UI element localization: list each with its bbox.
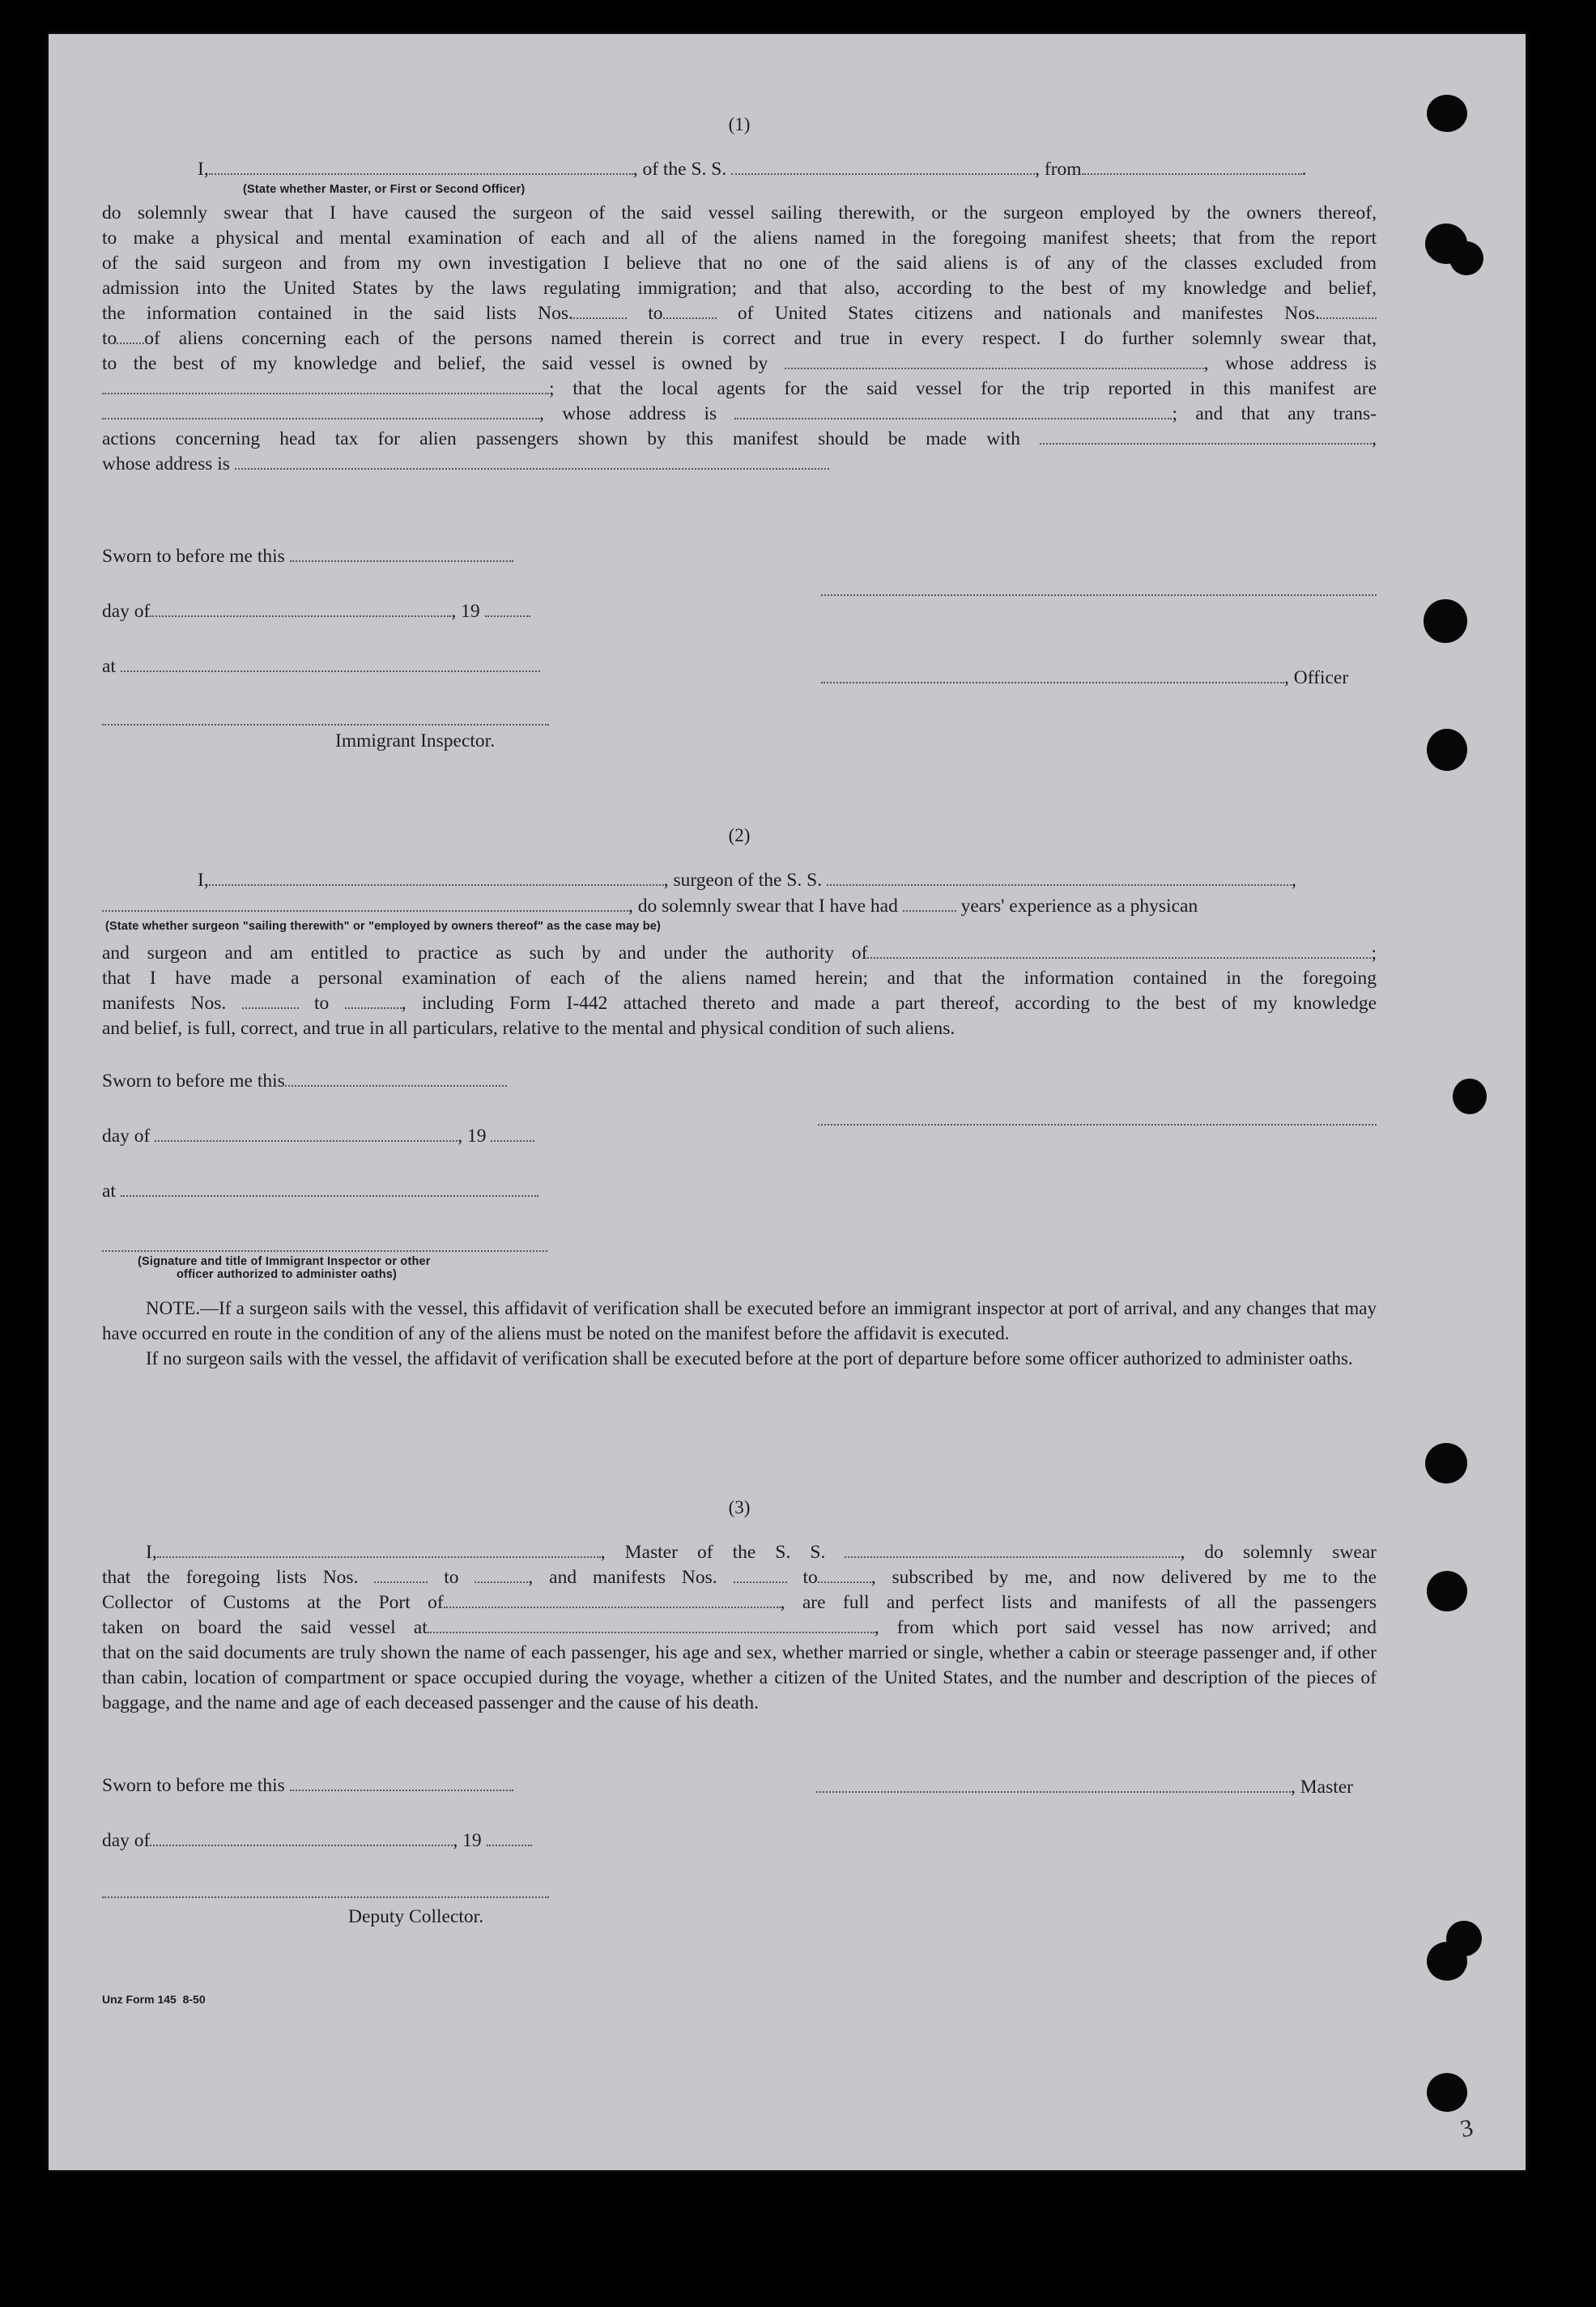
s3-p-line-1 bbox=[102, 1540, 1377, 1565]
year-label: , 19 bbox=[451, 601, 480, 622]
s2-paragraph bbox=[102, 941, 1377, 1041]
at-blank[interactable] bbox=[121, 656, 540, 672]
s3-l2b: to bbox=[444, 1567, 459, 1588]
s3-sworn bbox=[102, 1773, 513, 1798]
s3-I: I, bbox=[146, 1542, 157, 1563]
s1-p-line-8 bbox=[102, 377, 1377, 402]
owner-address-blank[interactable] bbox=[102, 378, 549, 394]
year-blank[interactable] bbox=[491, 1126, 534, 1142]
s3-p-rest: that on the said documents are truly shown the name of each passenger, his age and sex, whether married or single, whether a cabin or steerage passenger and, if other than cabin, location of compartment or space occupied during the voyage, whether a citizen of the United States, and the number and description of the pieces of baggage, and the name and age of each deceased passenger and the cause of his death. bbox=[102, 1642, 1377, 1713]
deputy-collector-label: Deputy Collector. bbox=[348, 1906, 484, 1927]
sworn-label: Sworn to before me this bbox=[102, 546, 285, 567]
s2-l2a: , do solemnly swear that I have had bbox=[628, 896, 898, 917]
manifest-no-blank[interactable] bbox=[242, 993, 299, 1009]
surgeon-name-blank[interactable] bbox=[209, 870, 664, 886]
embark-port-blank[interactable] bbox=[428, 1617, 875, 1633]
day-blank[interactable] bbox=[150, 601, 451, 617]
s2-p-line-3 bbox=[102, 941, 1377, 966]
authority-blank[interactable] bbox=[867, 943, 1371, 959]
section-3-number: (3) bbox=[728, 1497, 751, 1517]
inspector-signature-line[interactable] bbox=[102, 1250, 547, 1252]
s3-l2d: to bbox=[802, 1567, 818, 1588]
s3-l2a: that the foregoing lists Nos. bbox=[102, 1567, 359, 1588]
s2-I: I, bbox=[198, 870, 209, 891]
port-blank[interactable] bbox=[444, 1592, 781, 1608]
s1-at bbox=[102, 654, 540, 679]
s1-l5b: to bbox=[648, 303, 663, 324]
s1-p-line: admission into the United States by the laws regulating immigration; and that also, according to the best of my knowledge and belief, bbox=[102, 278, 1377, 299]
sworn-date-blank[interactable] bbox=[285, 1070, 507, 1087]
s1-sworn bbox=[102, 544, 513, 569]
s3-l4a: taken on board the said vessel at bbox=[102, 1617, 428, 1638]
sworn-label: Sworn to before me this bbox=[102, 1070, 285, 1092]
sig-note-2: officer authorized to administer oaths) bbox=[177, 1268, 398, 1281]
vessel-name-blank[interactable] bbox=[827, 870, 1292, 886]
head-tax-party-blank[interactable] bbox=[1040, 428, 1372, 445]
master-name-blank[interactable] bbox=[157, 1542, 601, 1558]
year-blank[interactable] bbox=[485, 601, 530, 617]
list-no-blank[interactable] bbox=[475, 1567, 528, 1583]
punch-hole bbox=[1449, 241, 1483, 275]
manifest-no-blank[interactable] bbox=[345, 993, 402, 1009]
manifest-no-blank[interactable] bbox=[734, 1567, 787, 1583]
collector-signature-line[interactable] bbox=[102, 1896, 549, 1898]
signature-line[interactable] bbox=[821, 594, 1377, 596]
s1-l10b: , bbox=[1372, 428, 1377, 449]
s3-p-line-2 bbox=[102, 1565, 1377, 1590]
s3-l3a: Collector of Customs at the Port of bbox=[102, 1592, 444, 1613]
s2-day-of bbox=[102, 1124, 534, 1149]
year-blank[interactable] bbox=[487, 1830, 532, 1846]
punch-hole bbox=[1427, 1942, 1467, 1981]
s3-l2e: , subscribed by me, and now delivered by me to the bbox=[870, 1567, 1377, 1588]
vessel-name-blank[interactable] bbox=[845, 1542, 1180, 1558]
punch-hole bbox=[1427, 2073, 1467, 2112]
s1-p-line: to make a physical and mental examination of each and all of the aliens named in the foregoing manifest sheets; that from the report bbox=[102, 228, 1377, 249]
s1-l5a: the information contained in the said lists Nos. bbox=[102, 303, 573, 324]
form-code-text: Unz Form 145 bbox=[102, 1993, 177, 2006]
at-label: at bbox=[102, 1181, 116, 1202]
master-signature-blank[interactable] bbox=[816, 1777, 1291, 1793]
s1-l6b: of aliens concerning each of the persons named therein is correct and true in every respect. I do further solemnly swear that, bbox=[144, 328, 1377, 349]
sworn-date-blank[interactable] bbox=[290, 546, 513, 562]
s2-p-line-4: that I have made a personal examination of each of the aliens named herein; and that the information contained in the foregoing bbox=[102, 968, 1377, 989]
s1-p-line: do solemnly swear that I have caused the surgeon of the said vessel sailing therewith, or the surgeon employed by the owners thereof, bbox=[102, 202, 1377, 223]
s1-l9b: ; and that any trans- bbox=[1172, 403, 1377, 424]
at-label: at bbox=[102, 656, 116, 677]
agents-blank[interactable] bbox=[102, 403, 539, 419]
s2-l5c: , including Form I-442 attached thereto and made a part thereof, according to the best of my knowledge bbox=[401, 993, 1377, 1014]
note-no-surgeon: If no surgeon sails with the vessel, the affidavit of verification shall be executed before at the port of departure before some officer authorized to administer oaths. bbox=[146, 1348, 1353, 1368]
s3-paragraph bbox=[102, 1540, 1377, 1716]
inspector-signature-line[interactable] bbox=[102, 724, 549, 726]
manifest-sheet bbox=[49, 34, 1526, 2170]
day-blank[interactable] bbox=[150, 1830, 453, 1846]
punch-hole bbox=[1427, 729, 1467, 771]
years-blank[interactable] bbox=[903, 896, 956, 912]
manifest-no-blank[interactable] bbox=[117, 328, 144, 344]
officer-note: (State whether Master, or First or Second Officer) bbox=[243, 183, 526, 196]
s1-l9a: , whose address is bbox=[539, 403, 717, 424]
punch-hole bbox=[1427, 95, 1467, 132]
s3-master-of: , Master of the S. S. bbox=[600, 1542, 826, 1563]
section-2-number: (2) bbox=[728, 825, 751, 845]
s3-l4b: , from which port said vessel has now arrived; and bbox=[874, 1617, 1377, 1638]
s1-p-line-9 bbox=[102, 402, 1377, 427]
s2-surgeon-of: , surgeon of the S. S. bbox=[663, 870, 823, 891]
s2-l3b: ; bbox=[1371, 943, 1377, 964]
s1-end: . bbox=[1301, 159, 1307, 180]
year-label: , 19 bbox=[458, 1126, 487, 1147]
at-blank[interactable] bbox=[121, 1181, 538, 1197]
officer-signature-blank[interactable] bbox=[821, 667, 1284, 683]
s1-p-line: of the said surgeon and from my own investigation I believe that no one of the said aliens is of any of the classes excluded from bbox=[102, 253, 1377, 274]
sworn-date-blank[interactable] bbox=[290, 1775, 513, 1791]
immigrant-inspector-label: Immigrant Inspector. bbox=[335, 730, 496, 751]
s1-l10a: actions concerning head tax for alien passengers shown by this manifest should be made with bbox=[102, 428, 1020, 449]
s2-l2b: years' experience as a physican bbox=[960, 896, 1198, 917]
vessel-name-blank[interactable] bbox=[731, 159, 1035, 175]
s1-p-line-6 bbox=[102, 326, 1377, 351]
head-tax-address-blank[interactable] bbox=[235, 453, 829, 470]
day-blank[interactable] bbox=[155, 1126, 458, 1142]
sworn-label: Sworn to before me this bbox=[102, 1775, 285, 1796]
form-date-text: 8-50 bbox=[182, 1993, 206, 2006]
s1-paragraph bbox=[102, 201, 1377, 477]
s2-comma: , bbox=[1291, 870, 1296, 891]
s1-l7b: , whose address is bbox=[1203, 353, 1377, 374]
note-surgeon-sails: NOTE.—If a surgeon sails with the vessel, this affidavit of verification shall be executed before an immigrant inspector at port of arrival, and any changes that may have occurred en route in the condition of any of the aliens must be noted on the manifest before the affidavit is executed. bbox=[102, 1298, 1377, 1343]
manifest-no-blank[interactable] bbox=[818, 1567, 871, 1583]
agents-address-blank[interactable] bbox=[734, 403, 1172, 419]
port-from-blank[interactable] bbox=[1082, 159, 1302, 175]
s3-p-line-3 bbox=[102, 1590, 1377, 1615]
sig-note-1: (Signature and title of Immigrant Inspector or other bbox=[138, 1255, 431, 1268]
s3-l1c: , do solemnly swear bbox=[1180, 1542, 1377, 1563]
s1-l8a: ; that the local agents for the said vessel for the trip reported in this manifest are bbox=[549, 378, 1377, 399]
s3-l2c: , and manifests Nos. bbox=[528, 1567, 717, 1588]
s1-of-ss: , of the S. S. bbox=[632, 159, 727, 180]
day-of-label: day of bbox=[102, 1830, 151, 1851]
form-code bbox=[102, 1987, 206, 2012]
s2-notes bbox=[102, 1296, 1377, 1371]
s2-line1 bbox=[102, 868, 1377, 893]
s2-l3a: and surgeon and am entitled to practice as such by and under the authority of bbox=[102, 943, 868, 964]
master-label: , Master bbox=[1291, 1777, 1354, 1798]
day-of-label: day of bbox=[102, 601, 151, 622]
s3-master-line bbox=[816, 1775, 1353, 1800]
s1-from: , from bbox=[1035, 159, 1082, 180]
s3-l3b: , are full and perfect lists and manifests of all the passengers bbox=[780, 1592, 1377, 1613]
owner-blank[interactable] bbox=[785, 353, 1204, 369]
manifest-no-blank[interactable] bbox=[1320, 303, 1377, 319]
year-label: , 19 bbox=[453, 1830, 482, 1851]
s1-line1 bbox=[198, 157, 1306, 182]
punch-hole bbox=[1424, 599, 1467, 643]
s1-I: I, bbox=[198, 159, 209, 180]
s1-p-line-7 bbox=[102, 351, 1377, 377]
punch-hole bbox=[1453, 1079, 1487, 1114]
s1-p-line-5 bbox=[102, 301, 1377, 326]
s1-l11a: whose address is bbox=[102, 453, 230, 475]
s3-p-line-4 bbox=[102, 1615, 1377, 1641]
s2-p-line-5 bbox=[102, 991, 1377, 1016]
s1-day-of bbox=[102, 599, 530, 624]
surgeon-status-blank[interactable] bbox=[102, 896, 628, 912]
s1-p-line-11 bbox=[102, 452, 1377, 477]
s1-p-line-10 bbox=[102, 427, 1377, 452]
s2-l5a: manifests Nos. bbox=[102, 993, 227, 1014]
list-no-blank[interactable] bbox=[663, 303, 717, 319]
name-blank[interactable] bbox=[209, 159, 633, 175]
punch-hole bbox=[1427, 1571, 1467, 1611]
officer-label: , Officer bbox=[1284, 667, 1349, 688]
list-no-blank[interactable] bbox=[573, 303, 627, 319]
signature-line[interactable] bbox=[818, 1124, 1377, 1126]
s1-l5c: of United States citizens and nationals and manifestes Nos. bbox=[737, 303, 1320, 324]
s1-l7a: to the best of my knowledge and belief, the said vessel is owned by bbox=[102, 353, 768, 374]
s2-sworn bbox=[102, 1069, 507, 1094]
s2-l5b: to bbox=[314, 993, 330, 1014]
s2-at bbox=[102, 1179, 538, 1204]
day-of-label: day of bbox=[102, 1126, 151, 1147]
s3-day-of bbox=[102, 1828, 532, 1854]
s2-line2 bbox=[102, 894, 1198, 919]
s1-officer-line bbox=[821, 666, 1348, 691]
surgeon-note: (State whether surgeon "sailing therewith" or "employed by owners thereof" as the case may be) bbox=[105, 920, 662, 933]
corner-mark: 3 bbox=[1458, 2113, 1476, 2143]
list-no-blank[interactable] bbox=[374, 1567, 428, 1583]
s1-l6a: to bbox=[102, 328, 117, 349]
section-1-number: (1) bbox=[728, 114, 751, 134]
s2-p-line-6: and belief, is full, correct, and true in all particulars, relative to the mental and physical condition of such aliens. bbox=[102, 1018, 955, 1039]
punch-hole bbox=[1425, 1443, 1467, 1483]
